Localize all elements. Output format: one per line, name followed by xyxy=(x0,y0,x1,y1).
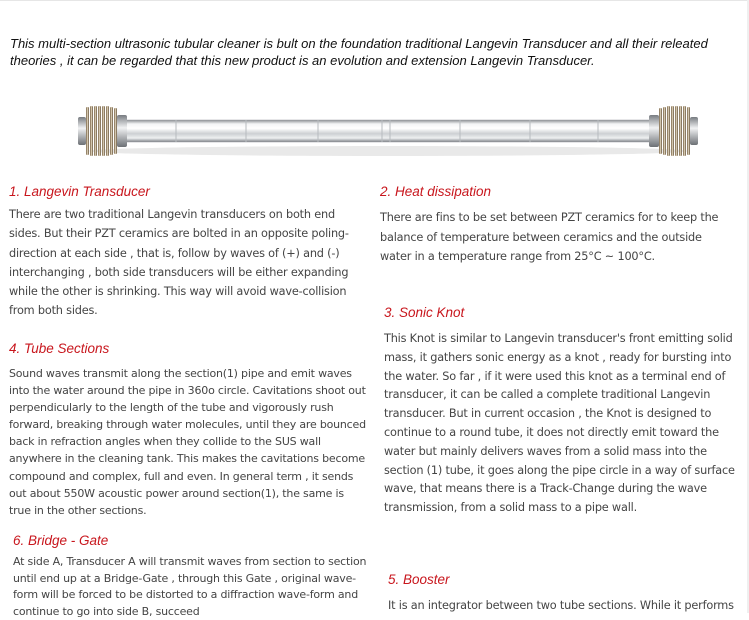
section-heading: 3. Sonic Knot xyxy=(384,305,465,320)
section-body: This Knot is similar to Langevin transducer's front emitting solid mass, it gathers sonic energy as a knot , ready for bursting into the water. So far , if it were used this knot as a terminal end of transducer, it can be called a complete traditional Langevin transducer. But in current occasion , the Knot is designed to continue to a round tube, it does not directly emit toward the water but mainly delivers waves from a solid mass into the section (1) tube, it goes along the pipe circle in a way of surface wave, that means there is a Track-Change during the wave transmission, from a solid mass to a pipe wall. xyxy=(384,332,735,515)
section-heading: 2. Heat dissipation xyxy=(380,184,492,199)
intro-paragraph: This multi-section ultrasonic tubular cleaner is bult on the foundation traditional Langevin Transducer and all their releated theories , it can be regarded that this new product is an evolution and extension Langevin Transducer. xyxy=(10,36,708,68)
section-booster xyxy=(388,572,748,614)
section-body: There are fins to be set between PZT ceramics for to keep the balance of temperature between ceramics and the outside water in a temperature range from 25°C ~ 100°C. xyxy=(380,211,719,263)
top-divider xyxy=(0,0,749,1)
section-body: There are two traditional Langevin transducers on both end sides. But their PZT ceramics are bolted in an opposite poling-direction at each side , that is, follow by waves of (+) and (-) interchanging , both side transducers will be either expanding while the other is shrinking. This way will avoid wave-collision from both sides. xyxy=(9,208,349,318)
section-tube-sections xyxy=(9,341,367,519)
section-heading: 6. Bridge - Gate xyxy=(13,533,109,548)
section-heading: 5. Booster xyxy=(388,572,450,587)
section-bridge-gate xyxy=(13,533,373,620)
section-heading: 1. Langevin Transducer xyxy=(9,184,150,199)
section-heat-dissipation xyxy=(380,184,725,267)
section-heading: 4. Tube Sections xyxy=(9,341,110,356)
section-sonic-knot xyxy=(384,305,744,518)
section-body: It is an integrator between two tube sections. While it performs xyxy=(388,599,734,612)
section-body: Sound waves transmit along the section(1) pipe and emit waves into the water around the pipe in 360o circle. Cavitations shoot out perpendicularly to the length of the tube and vigorously rush forward, breaking through water molecules, until they are bounced back in refraction angles when they collide to the SUS wall anywhere in the cleaning tank. This makes the cavitations become compound and complex, full and even. In general term , it sends out about 550W acoustic power around section(1), the same is true in the other sections. xyxy=(9,367,366,517)
section-langevin-transducer xyxy=(9,184,359,321)
section-body: At side A, Transducer A will transmit waves from section to section until end up at a Bridge-Gate , through this Gate , original wave-form will be forced to be distorted to a diffraction wave-form and continue to go into side B, succeed xyxy=(13,555,367,618)
tubular-transducer-image xyxy=(78,101,698,161)
